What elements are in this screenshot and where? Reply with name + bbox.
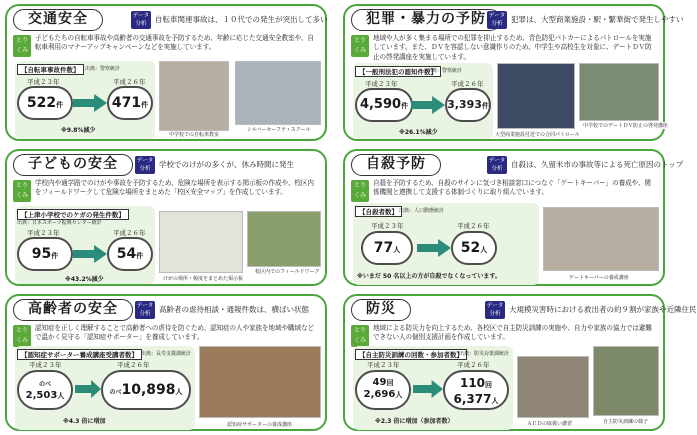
data-analysis-note: 学校でのけがの多くが、休み時間に発生: [159, 160, 294, 169]
photo-gatekeeper-seminar: [543, 207, 659, 271]
year-before: 平成２３年: [371, 222, 404, 230]
photo-injury-board: [159, 211, 243, 273]
panel-description: 地域による防災力を向上するため、各校区で自主防災訓練の実施や、自力や家族の協力では避難できない人の個別支援計画を作成しています。: [373, 324, 652, 342]
year-after: 平成２６年: [451, 80, 484, 88]
arrow-right-icon: [73, 245, 107, 263]
panel-crime-prevention: [343, 4, 684, 141]
photo-caption: 認知症サポーターの養成講座: [227, 422, 293, 428]
stat-title: 【一般刑法犯の認知件数】: [355, 66, 441, 77]
panel-title: 防災: [351, 299, 411, 321]
stat-source: 出典：警察統計: [85, 66, 121, 72]
value-before: 49回 2,696人: [355, 370, 411, 410]
statistic-box: [15, 61, 155, 139]
stat-source: 出典：警察統計: [427, 68, 463, 74]
stat-title: 【認知症サポーター養成講座受講者数】: [17, 349, 142, 360]
data-analysis-note: 自転車関連事故は、１０代での発生が突出して多い: [155, 15, 328, 24]
stat-source: 出典：日本スポーツ振興センター統計: [17, 220, 102, 226]
value-before: 95件: [17, 237, 73, 271]
photo-silver-school: [235, 61, 321, 125]
torikumi-badge: とり くみ: [13, 180, 31, 202]
arrow-right-icon: [75, 380, 101, 398]
stat-source: 出典：防災対策課統計: [459, 351, 510, 357]
value-after: 471件: [107, 86, 153, 120]
stat-source: 出典：人口動態統計: [399, 208, 445, 214]
value-after: のべ10,898人: [101, 370, 191, 410]
panel-child-safety: [5, 149, 327, 286]
photo-caption: ＡＥＤの取扱い講習: [527, 421, 573, 427]
panel-suicide-prevention: [343, 149, 684, 286]
data-analysis-note: 高齢者の虐待相談・通報件数は、横ばい状態: [159, 305, 309, 314]
year-before: 平成２３年: [27, 229, 60, 237]
value-after: 54件: [107, 237, 153, 271]
data-analysis-note: 犯罪は、大型商業施設・駅・繁華街で発生しやすい: [511, 15, 684, 24]
year-after: 平成２６年: [457, 361, 490, 369]
photo-bicycle-class: [159, 61, 229, 131]
photo-dementia-supporter-seminar: [199, 346, 321, 418]
torikumi-badge: とり くみ: [351, 180, 369, 202]
statistic-box: [15, 206, 155, 284]
year-before: 平成２３年: [367, 361, 400, 369]
value-after: 52人: [451, 231, 497, 265]
torikumi-badge: とり くみ: [13, 325, 31, 347]
stat-title: 【自主防災訓練の回数・参加者数】: [355, 349, 467, 360]
stat-title: 【自転車事故件数】: [17, 64, 84, 75]
photo-caption: 自主防災訓練の様子: [603, 419, 649, 425]
data-analysis-badge: データ 分析: [486, 303, 504, 317]
photo-caption: ゲートキーパーの養成講座: [569, 275, 629, 281]
photo-fieldwork: [247, 211, 321, 267]
year-before: 平成２３年: [27, 78, 60, 86]
arrow-right-icon: [73, 94, 107, 112]
panel-elderly-safety: [5, 294, 327, 431]
value-before: のべ 2,503人: [17, 370, 73, 410]
panel-title: 自殺予防: [351, 154, 441, 176]
year-before: 平成２３年: [365, 80, 398, 88]
photo-caption: 校区内でのフィールドワーク: [255, 269, 320, 275]
photo-caption: シルバーセーフティスクール: [247, 127, 311, 133]
stat-note: ※4.3 倍に増加: [63, 418, 106, 425]
stat-note: ※26.1%減少: [399, 129, 438, 136]
data-analysis-badge: データ 分析: [132, 13, 150, 27]
stat-source: 出典：長寿支援課統計: [141, 351, 192, 357]
statistic-box: [353, 63, 493, 139]
photo-caption: けがの場所・頻度をまとめた掲示板: [163, 276, 244, 282]
value-after: 3,393件: [445, 88, 491, 122]
photo-caption: 中学校でのデートＤＶ防止の啓発講座: [583, 123, 669, 129]
photo-caption: 大型商業施設付近での合同パトロール: [495, 132, 580, 138]
value-after: 110回 6,377人: [443, 370, 509, 410]
data-analysis-badge: データ 分析: [136, 158, 154, 172]
data-analysis-badge: データ 分析: [136, 303, 154, 317]
panel-title: 高齢者の安全: [13, 299, 133, 321]
statistic-box: [15, 346, 195, 430]
stat-note: ※43.2%減少: [65, 276, 104, 283]
panel-title: 犯罪・暴力の予防: [351, 9, 501, 31]
panel-description: 地域や人が多く集まる場所での犯罪を抑止するため、青色防犯パトカーによるパトロールを実施しています。また、ＤＶを容認しない意識作りのため、中学生や高校生を対象に、デートＤＶ防止の啓発講座を実施しています。: [373, 34, 652, 61]
photo-disaster-drill: [593, 346, 659, 416]
stat-title: 【自殺者数】: [355, 206, 402, 217]
panel-disaster-prevention: [343, 294, 697, 431]
arrow-right-icon: [411, 96, 445, 114]
panel-title: 交通安全: [13, 9, 103, 31]
torikumi-badge: とり くみ: [351, 35, 369, 57]
year-after: 平成２６年: [457, 222, 490, 230]
photo-aed-training: [517, 356, 589, 418]
stat-note: ※2.3 倍に増加（参加者数）: [375, 418, 454, 425]
photo-date-dv-seminar: [579, 63, 659, 121]
statistic-box: [353, 203, 539, 285]
panel-description: 学校内や通学路でのけがや事故を予防するため、危険な場所を表示する掲示板の作成や、校区内をフィールドワークして危険な場所をまとめた「校区安全マップ」を作成しています。: [35, 179, 314, 197]
stat-title: 【上津小学校でのケガの発生件数】: [17, 209, 129, 220]
torikumi-badge: とり くみ: [351, 325, 369, 347]
panel-title: 子どもの安全: [13, 154, 133, 176]
data-analysis-note: 自殺は、久留米市の事故等による死亡原因のトップ: [511, 160, 684, 169]
year-after: 平成２６年: [117, 361, 150, 369]
value-before: 4,590件: [355, 88, 413, 122]
stat-note: ※9.8%減少: [61, 127, 96, 134]
stat-note: ※いまだ 50 名以上の方が自殺でなくなっています。: [357, 273, 501, 280]
value-before: 77人: [361, 231, 413, 265]
data-analysis-badge: データ 分析: [488, 13, 506, 27]
statistic-box: [353, 346, 513, 430]
panel-description: 子どもたちの自転車事故や高齢者の交通事故を予防するため、年齢に応じた交通安全教室や、自転車利用のマナーアップキャンペーンなどを実施しています。: [35, 34, 314, 52]
panel-description: 認知症を正しく理解することで高齢者への虐待を防ぐため、認知症の人や家族を地域や職域などで温かく見守る「認知症サポーター」を養成しています。: [35, 324, 314, 342]
year-after: 平成２６年: [113, 229, 146, 237]
panel-description: 自殺を予防するため、自殺のサインに気づき相談窓口につなぐ「ゲートキーパー」の養成や、関係機関と連携して支援する体制づくりに取り組んでいます。: [373, 179, 651, 197]
photo-caption: 中学校での自転車教室: [169, 132, 220, 138]
year-after: 平成２６年: [113, 78, 146, 86]
photo-joint-patrol: [497, 63, 575, 129]
year-before: 平成２３年: [29, 361, 62, 369]
torikumi-badge: とり くみ: [13, 35, 31, 57]
data-analysis-note: 大規模災害時における救出者の約９割が家族や近隣住民: [509, 305, 697, 314]
arrow-right-icon: [417, 239, 451, 257]
data-analysis-badge: データ 分析: [488, 158, 506, 172]
value-before: 522件: [17, 86, 73, 120]
panel-traffic-safety: [5, 4, 327, 141]
arrow-right-icon: [413, 380, 443, 398]
